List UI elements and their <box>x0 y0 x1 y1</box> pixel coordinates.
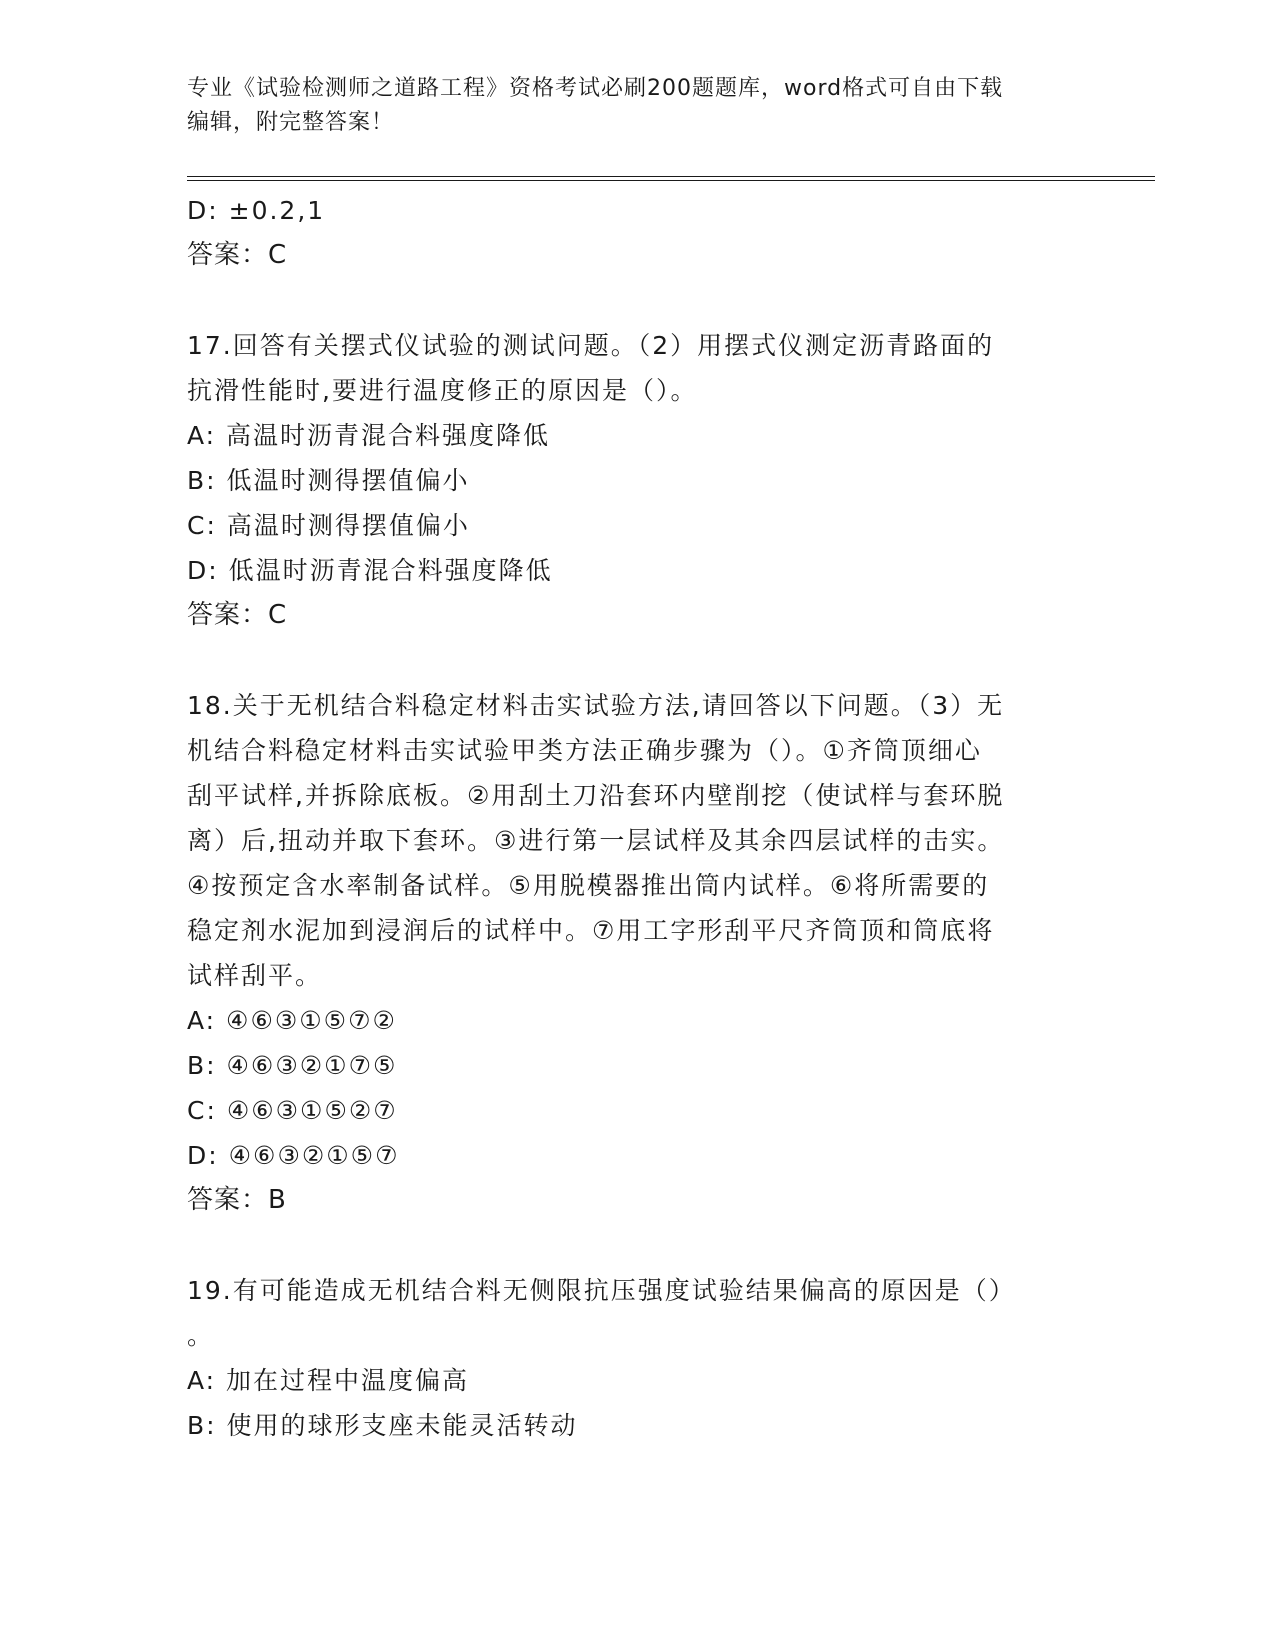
header-line-1: 专业《试验检测师之道路工程》资格考试必刷200题题库，word格式可自由下载 <box>187 76 1004 101</box>
header-divider <box>187 176 1155 181</box>
option-c: C: ④⑥③①⑤②⑦ <box>187 1096 398 1125</box>
option-d: D: ±0.2,1 <box>187 196 326 225</box>
question-17 <box>187 323 1067 638</box>
question-stem-line: 17.回答有关摆式仪试验的测试问题。（2）用摆式仪测定沥青路面的 <box>187 331 995 360</box>
spacer <box>187 1223 1067 1268</box>
answer-line: 答案：C <box>187 600 288 630</box>
question-stem-line: 19.有可能造成无机结合料无侧限抗压强度试验结果偏高的原因是（） <box>187 1276 1016 1305</box>
option-a: A: ④⑥③①⑤⑦② <box>187 1006 397 1035</box>
page-header <box>187 72 1087 140</box>
option-d: D: ④⑥③②①⑤⑦ <box>187 1141 400 1170</box>
header-line-2: 编辑，附完整答案！ <box>187 110 395 135</box>
spacer <box>187 638 1067 683</box>
question-stem-line: 18.关于无机结合料稳定材料击实试验方法,请回答以下问题。（3）无 <box>187 691 1005 720</box>
question-stem-line: 。 <box>187 1321 215 1350</box>
question-stem-line: 稳定剂水泥加到浸润后的试样中。⑦用工字形刮平尺齐筒顶和筒底将 <box>187 916 995 945</box>
document-body <box>187 188 1067 1448</box>
question-stem-line: ④按预定含水率制备试样。⑤用脱模器推出筒内试样。⑥将所需要的 <box>187 871 990 900</box>
answer-line: 答案：C <box>187 240 288 270</box>
question-stem-line: 离）后,扭动并取下套环。③进行第一层试样及其余四层试样的击实。 <box>187 826 1005 855</box>
previous-question-tail <box>187 188 1067 278</box>
question-stem-line: 试样刮平。 <box>187 961 323 990</box>
question-19 <box>187 1268 1067 1448</box>
question-stem-line: 抗滑性能时,要进行温度修正的原因是（）。 <box>187 376 698 405</box>
question-stem-line: 机结合料稳定材料击实试验甲类方法正确步骤为（）。①齐筒顶细心 <box>187 736 982 765</box>
spacer <box>187 278 1067 323</box>
option-b: B: 使用的球形支座未能灵活转动 <box>187 1411 578 1440</box>
option-a: A: 高温时沥青混合料强度降低 <box>187 421 551 450</box>
option-d: D: 低温时沥青混合料强度降低 <box>187 556 553 585</box>
option-c: C: 高温时测得摆值偏小 <box>187 511 470 540</box>
answer-line: 答案：B <box>187 1185 287 1215</box>
option-b: B: 低温时测得摆值偏小 <box>187 466 470 495</box>
question-stem-line: 刮平试样,并拆除底板。②用刮土刀沿套环内壁削挖（使试样与套环脱 <box>187 781 1005 810</box>
question-18 <box>187 683 1067 1223</box>
option-b: B: ④⑥③②①⑦⑤ <box>187 1051 398 1080</box>
option-a: A: 加在过程中温度偏高 <box>187 1366 470 1395</box>
